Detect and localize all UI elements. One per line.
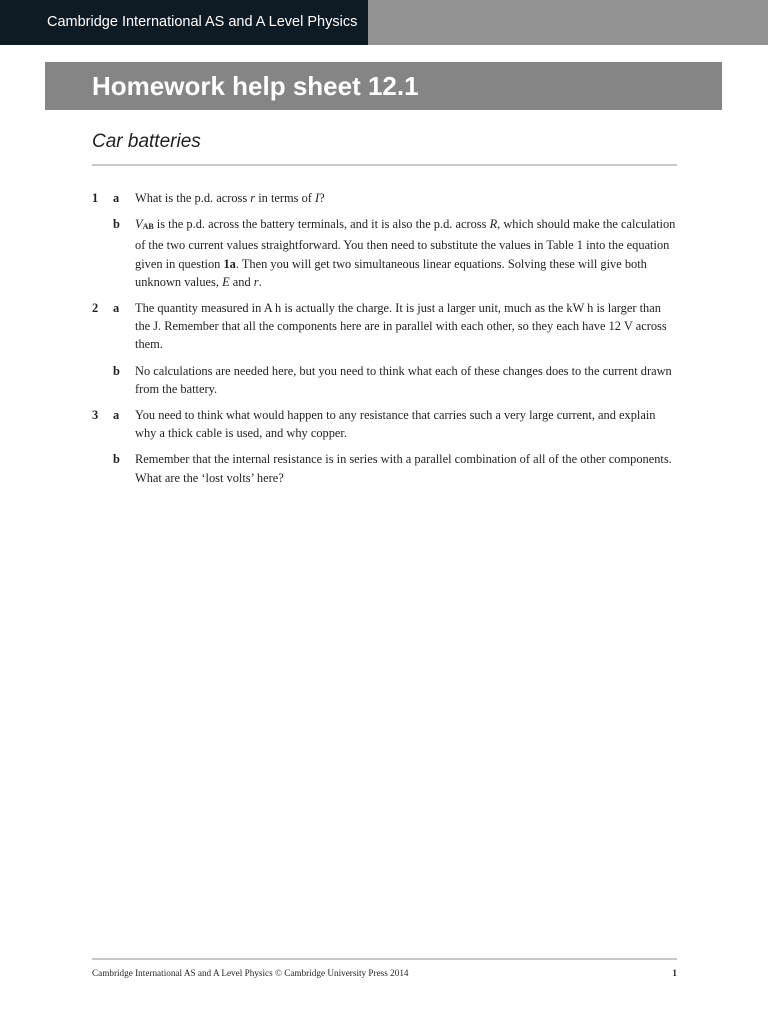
- book-title-bar: [0, 0, 368, 45]
- page-number: 1: [672, 968, 677, 978]
- question-letter: b: [113, 452, 120, 467]
- topic-title: Car batteries: [92, 131, 201, 152]
- question-text: Remember that the internal resistance is in series with a parallel combination of all of the other components. What are the ‘lost volts’ here?: [135, 452, 672, 485]
- question-list: [92, 189, 677, 495]
- footer-copyright: Cambridge International AS and A Level Physics © Cambridge University Press 2014: [92, 968, 409, 978]
- question-text: No calculations are needed here, but you need to think what each of these changes does to the current drawn from the battery.: [135, 363, 672, 396]
- question-3a: [92, 406, 677, 442]
- question-1b: [92, 215, 677, 291]
- question-3b: [92, 450, 677, 486]
- question-2b: [92, 362, 677, 398]
- question-letter: a: [113, 408, 120, 423]
- footer-divider: [92, 958, 677, 960]
- book-title: Cambridge International AS and A Level Physics: [47, 14, 358, 30]
- topic-divider: [92, 164, 677, 166]
- question-text: What is the p.d. across r in terms of I?: [135, 191, 325, 205]
- question-text: You need to think what would happen to any resistance that carries such a very large current, and explain why a thick cable is used, and why copper.: [135, 408, 656, 441]
- header-grey-bar: [368, 0, 768, 45]
- sheet-title-banner: [45, 62, 722, 110]
- question-number: 1: [92, 191, 99, 205]
- question-text: The quantity measured in A h is actually the charge. It is just a larger unit, much as the kW h is larger than the J. Remember that all the components here are in parallel with each other, so they each have 12 V across them.: [135, 301, 667, 352]
- question-number: 3: [92, 408, 99, 423]
- question-letter: b: [113, 217, 120, 232]
- question-letter: a: [113, 191, 120, 205]
- question-letter: b: [113, 363, 120, 378]
- question-1a: [92, 189, 677, 207]
- question-letter: a: [113, 301, 120, 316]
- question-2a: [92, 299, 677, 354]
- question-number: 2: [92, 301, 99, 316]
- question-text: VAB is the p.d. across the battery terminals, and it is also the p.d. across R, which should make the calculation of the two current values straightforward. You then need to substitute the values in Table 1 into the equation given in question 1a. Then you will get two simultaneous linear equations. Solving these will give both unknown values, E and r.: [135, 217, 676, 289]
- sheet-title: Homework help sheet 12.1: [92, 71, 419, 101]
